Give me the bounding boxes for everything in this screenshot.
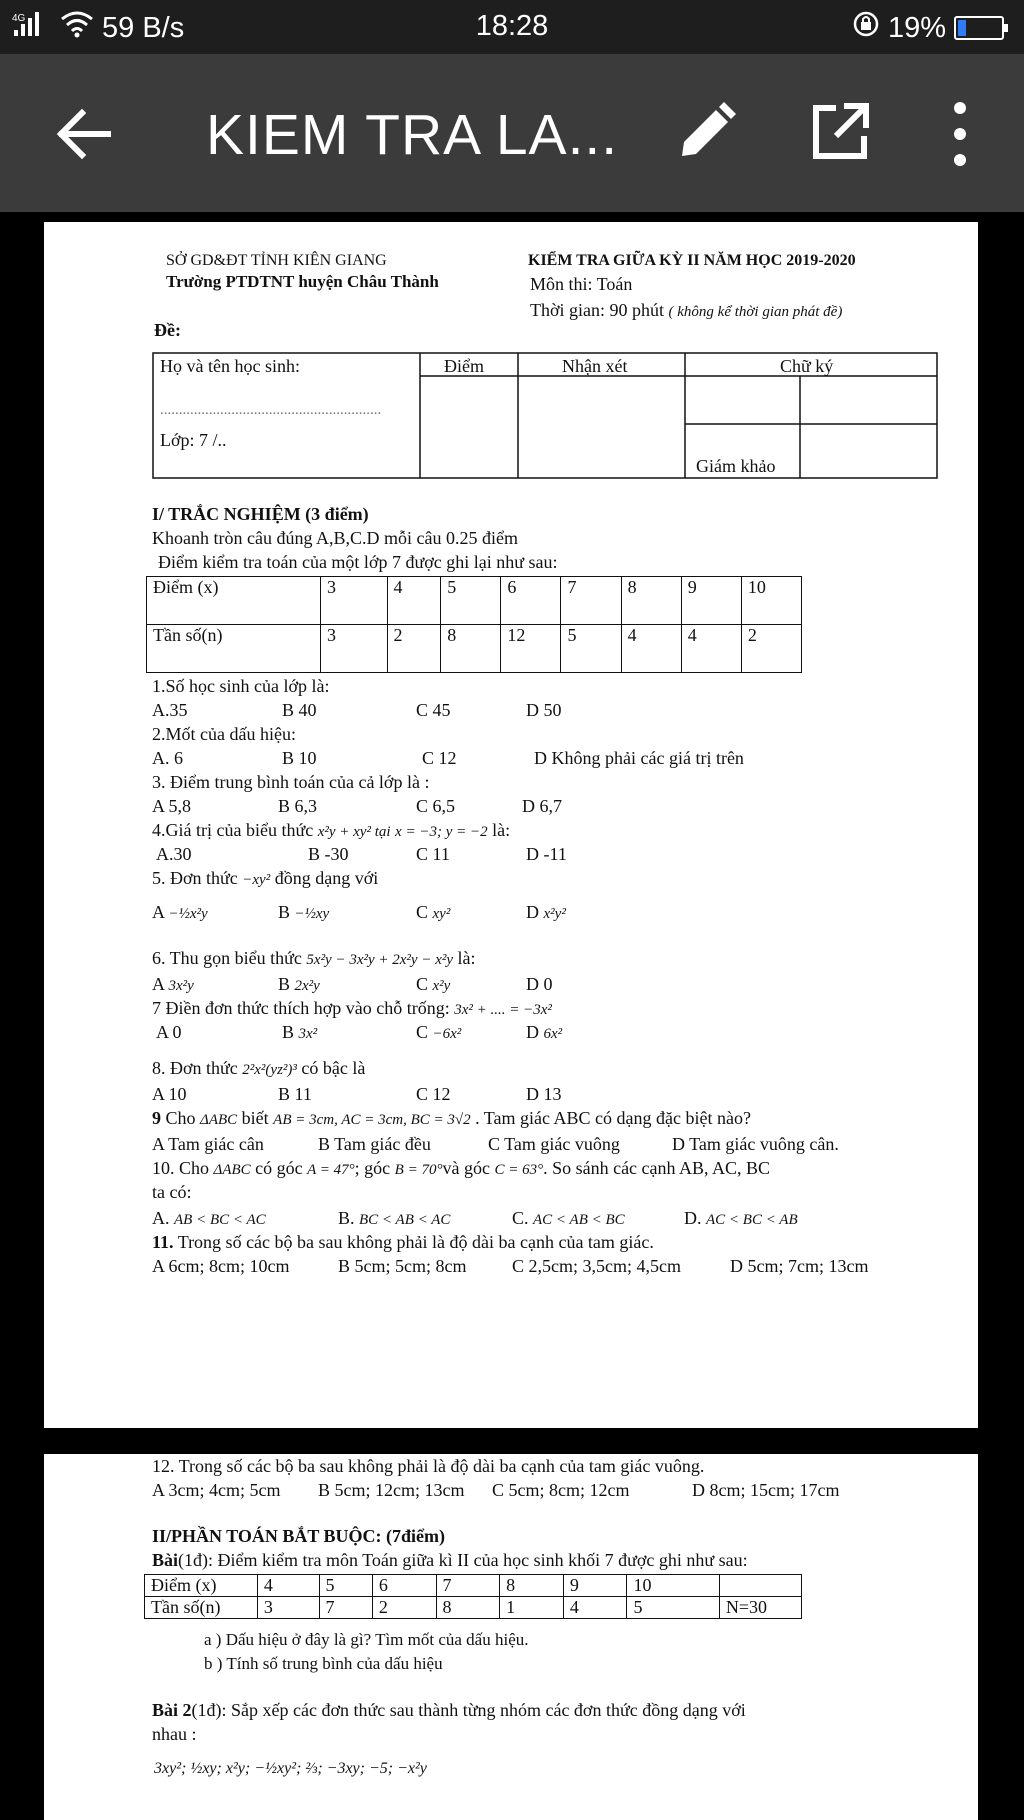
question-5-text: 5. Đơn thức <box>152 868 238 888</box>
option-c-math: −6x² <box>432 1026 462 1042</box>
frequency-table <box>146 576 802 673</box>
question-5-tail: đồng dạng với <box>274 868 379 888</box>
option-d-letter: D. <box>684 1208 702 1228</box>
option-b <box>278 974 320 995</box>
option-d: D 0 <box>526 974 553 994</box>
question-8 <box>152 1058 365 1079</box>
open-in-new-icon <box>806 98 874 166</box>
option-b-math: 2x²y <box>294 978 320 994</box>
arrow-left-icon <box>50 99 120 169</box>
question-9 <box>152 1108 751 1129</box>
pencil-icon <box>672 98 740 166</box>
question-4-tail: là: <box>492 820 511 840</box>
network-speed: 59 B/s <box>102 11 185 44</box>
bai-1-table <box>144 1574 802 1619</box>
option-c <box>416 902 450 923</box>
department: SỞ GD&ĐT TỈNH KIÊN GIANG <box>166 252 387 269</box>
option-d <box>526 902 566 923</box>
question-7-text: 7 Điền đơn thức thích hợp vào chỗ trống: <box>152 998 450 1018</box>
section1-instruction: Khoanh tròn câu đúng A,B,C.D mỗi câu 0.25 điểm <box>152 528 518 548</box>
student-name-dots: ........................................................... <box>160 402 382 418</box>
document-page-1 <box>44 222 978 1428</box>
table-cell <box>719 1575 801 1597</box>
bai-1-label: Bài <box>152 1550 179 1570</box>
table-cell: 4 <box>681 625 741 673</box>
table-cell: 12 <box>501 625 561 673</box>
section1-table-caption: Điểm kiểm tra toán của một lớp 7 được ghi lại như sau: <box>158 552 558 572</box>
exam-title: KIỂM TRA GIỮA KỲ II NĂM HỌC 2019-2020 <box>528 252 856 269</box>
option-b <box>278 902 329 923</box>
option-d: D 50 <box>526 700 562 720</box>
option-a-letter: A. <box>152 1208 170 1228</box>
question-9-text: Cho <box>165 1108 196 1128</box>
option-c-letter: C <box>416 902 429 922</box>
question-11-text: Trong số các bộ ba sau không phải là độ dài ba cạnh của tam giác. <box>177 1232 654 1252</box>
question-10-line-2: ta có: <box>152 1182 192 1202</box>
table-cell: 6 <box>372 1575 436 1597</box>
table-cell: 5 <box>319 1575 372 1597</box>
option-b: B 40 <box>282 700 317 720</box>
question-11-number: 11. <box>152 1232 174 1252</box>
option-b: B 5cm; 12cm; 13cm <box>318 1480 465 1500</box>
option-b <box>338 1208 450 1229</box>
status-bar <box>0 0 1024 54</box>
question-10-angle-c: C = 63° <box>494 1162 544 1178</box>
option-d <box>526 1022 562 1043</box>
option-a: A 5,8 <box>152 796 192 816</box>
status-right <box>852 10 1004 46</box>
option-b: B -30 <box>308 844 349 864</box>
option-a: A Tam giác cân <box>152 1134 264 1154</box>
edit-button[interactable] <box>672 98 740 166</box>
signature-header: Chữ ký <box>780 356 834 376</box>
table-cell: 4 <box>387 577 441 625</box>
bai-2-monomials: 3xy²; ½xy; x²y; −½xy²; ⅔; −3xy; −5; −x²y <box>154 1760 427 1777</box>
option-a: A 3cm; 4cm; 5cm <box>152 1480 281 1500</box>
table-cell: 8 <box>436 1597 500 1619</box>
option-c-letter: C <box>416 1022 429 1042</box>
table-cell: 4 <box>257 1575 319 1597</box>
option-c: C Tam giác vuông <box>488 1134 620 1154</box>
table-cell: 9 <box>563 1575 627 1597</box>
table-cell: 7 <box>436 1575 500 1597</box>
table-cell: 8 <box>500 1575 564 1597</box>
table-cell: 2 <box>741 625 801 673</box>
question-9-triangle: ΔABC <box>200 1112 238 1128</box>
question-6-text: 6. Thu gọn biểu thức <box>152 948 302 968</box>
bai-2-line-2: nhau : <box>152 1724 197 1744</box>
battery-fill <box>958 20 966 36</box>
option-d-math: x²y² <box>543 906 566 922</box>
table-cell: 2 <box>387 625 441 673</box>
option-a: A 6cm; 8cm; 10cm <box>152 1256 290 1276</box>
battery-icon <box>954 16 1004 40</box>
bai-1 <box>152 1550 748 1571</box>
question-11 <box>152 1232 654 1253</box>
de-label: Đề: <box>154 320 181 340</box>
option-a <box>152 974 194 995</box>
question-8-text: 8. Đơn thức <box>152 1058 238 1078</box>
table-cell: 5 <box>441 577 501 625</box>
battery-percent: 19% <box>887 11 946 44</box>
option-c <box>416 974 450 995</box>
duration <box>530 300 842 321</box>
network-type: 4G <box>12 13 26 24</box>
bai-2 <box>152 1700 746 1721</box>
question-3: 3. Điểm trung bình toán của cả lớp là : <box>152 772 430 792</box>
option-a-math: AB < BC < AC <box>174 1212 266 1228</box>
option-a <box>152 902 208 923</box>
question-4-condition: x = −3; y = −2 <box>395 824 488 840</box>
option-d-math: AC < BC < AB <box>706 1212 798 1228</box>
section2-title: II/PHẦN TOÁN BẮT BUỘC: (7điểm) <box>152 1526 446 1546</box>
option-d: D 13 <box>526 1084 562 1104</box>
examiner-label: Giám khảo <box>696 456 776 476</box>
option-b-math: −½xy <box>294 906 330 922</box>
question-4-text: 4.Giá trị của biểu thức <box>152 820 314 840</box>
app-bar <box>0 54 1024 212</box>
question-4-expression: x²y + xy² tại <box>317 824 391 840</box>
option-b <box>282 1022 317 1043</box>
option-a-math: 3x²y <box>168 978 194 994</box>
score-header: Điểm <box>444 356 484 376</box>
table-cell: 4 <box>563 1597 627 1619</box>
option-b-letter: B <box>282 1022 295 1042</box>
option-b: B 5cm; 5cm; 8cm <box>338 1256 467 1276</box>
question-7 <box>152 998 552 1019</box>
option-d: D Không phải các giá trị trên <box>534 748 744 768</box>
table-cell: Điểm (x) <box>147 577 321 625</box>
option-a: A.30 <box>156 844 192 864</box>
status-time: 18:28 <box>475 10 549 42</box>
question-8-expression: 2²x²(yz²)³ <box>242 1062 297 1078</box>
option-a-letter: A <box>152 974 165 994</box>
table-cell: 10 <box>741 577 801 625</box>
table-cell: 4 <box>621 625 681 673</box>
student-name-label: Họ và tên học sinh: <box>160 356 300 376</box>
question-8-tail: có bậc là <box>301 1058 366 1078</box>
option-c: C 45 <box>416 700 451 720</box>
option-b-letter: B <box>278 974 291 994</box>
bai-1-part-a: a ) Dấu hiệu ở đây là gì? Tìm mốt của dấu hiệu. <box>204 1630 529 1649</box>
more-vertical-icon <box>944 98 976 170</box>
table-cell: 5 <box>627 1597 719 1619</box>
open-external-button[interactable] <box>806 98 874 166</box>
bai-1-part-b: b ) Tính số trung bình của dấu hiệu <box>204 1654 443 1673</box>
question-10-text-c: ; góc <box>354 1158 391 1178</box>
option-d-letter: D <box>526 902 539 922</box>
option-a: A.35 <box>152 700 188 720</box>
table-cell: 2 <box>372 1597 436 1619</box>
table-cell: 3 <box>257 1597 319 1619</box>
question-10-angle-a: A = 47° <box>307 1162 355 1178</box>
class-label: Lớp: 7 /.. <box>160 430 227 450</box>
question-10-text-d: và góc <box>442 1158 490 1178</box>
option-d <box>684 1208 798 1229</box>
option-c-letter: C. <box>512 1208 529 1228</box>
option-c: C 12 <box>422 748 457 768</box>
question-10-text: 10. Cho <box>152 1158 210 1178</box>
document-title: KIEM TRA LA... <box>206 103 619 167</box>
option-c: C 11 <box>416 844 450 864</box>
more-options-button[interactable] <box>944 98 976 170</box>
option-c-letter: C <box>416 974 429 994</box>
option-a: A. 6 <box>152 748 183 768</box>
question-5 <box>152 868 378 889</box>
bai-1-text: (1đ): Điểm kiểm tra môn Toán giữa kì II của học sinh khối 7 được ghi như sau: <box>178 1550 748 1570</box>
question-6-expression: 5x²y − 3x²y + 2x²y − x²y <box>306 952 454 968</box>
rotation-lock-icon <box>852 10 880 46</box>
option-b-letter: B. <box>338 1208 355 1228</box>
option-d: D 8cm; 15cm; 17cm <box>692 1480 840 1500</box>
option-d: D 6,7 <box>522 796 562 816</box>
table-cell: Điểm (x) <box>145 1575 258 1597</box>
question-10-angle-b: B = 70° <box>394 1162 443 1178</box>
question-10-text-b: có góc <box>255 1158 303 1178</box>
question-10-triangle: ΔABC <box>213 1162 251 1178</box>
question-6 <box>152 948 476 969</box>
table-cell: 5 <box>561 625 621 673</box>
question-1: 1.Số học sinh của lớp là: <box>152 676 330 696</box>
option-b: B 10 <box>282 748 317 768</box>
option-b-letter: B <box>278 902 291 922</box>
question-7-expression: 3x² + .... = −3x² <box>454 1002 552 1018</box>
option-d-math: 6x² <box>543 1026 563 1042</box>
option-b-math: 3x² <box>298 1026 318 1042</box>
option-b: B 11 <box>278 1084 312 1104</box>
option-d: D -11 <box>526 844 567 864</box>
table-row <box>147 577 802 625</box>
option-b-math: BC < AB < AC <box>359 1212 451 1228</box>
question-5-expression: −xy² <box>242 872 271 888</box>
table-row <box>145 1575 802 1597</box>
table-cell: 3 <box>320 577 387 625</box>
bai-2-text: (1đ): Sắp xếp các đơn thức sau thành từng nhóm các đơn thức đồng dạng với <box>191 1700 746 1720</box>
option-b: B 6,3 <box>278 796 318 816</box>
table-cell: 6 <box>501 577 561 625</box>
table-cell: N=30 <box>719 1597 801 1619</box>
option-c: C 5cm; 8cm; 12cm <box>492 1480 630 1500</box>
question-9-expression: AB = 3cm, AC = 3cm, BC = 3√2 <box>273 1112 471 1128</box>
option-c <box>512 1208 625 1229</box>
table-cell: 8 <box>621 577 681 625</box>
comment-header: Nhận xét <box>562 356 628 376</box>
table-cell: 7 <box>319 1597 372 1619</box>
option-d: D Tam giác vuông cân. <box>672 1134 839 1154</box>
table-cell: Tần số(n) <box>147 625 321 673</box>
option-b: B Tam giác đều <box>318 1134 431 1154</box>
option-c: C 2,5cm; 3,5cm; 4,5cm <box>512 1256 681 1276</box>
table-cell: 10 <box>627 1575 719 1597</box>
question-4 <box>152 820 510 841</box>
table-row <box>145 1597 802 1619</box>
table-cell: 1 <box>500 1597 564 1619</box>
option-c-math: xy² <box>432 906 451 922</box>
subject: Môn thi: Toán <box>530 274 633 294</box>
option-a <box>152 1208 266 1229</box>
question-10 <box>152 1158 770 1179</box>
question-10-text-e: . So sánh các cạnh AB, AC, BC <box>543 1158 771 1178</box>
option-a: A 0 <box>156 1022 182 1042</box>
document-page-2 <box>44 1454 978 1820</box>
school-name: Trường PTDTNT huyện Châu Thành <box>166 272 439 291</box>
option-c-math: x²y <box>432 978 451 994</box>
bai-2-label: Bài 2 <box>152 1700 192 1720</box>
table-cell: 9 <box>681 577 741 625</box>
question-9-number: 9 <box>152 1108 161 1128</box>
question-2: 2.Mốt của dấu hiệu: <box>152 724 296 744</box>
table-cell: 3 <box>320 625 387 673</box>
option-a-math: −½x²y <box>168 906 208 922</box>
option-d-letter: D <box>526 1022 539 1042</box>
question-12: 12. Trong số các bộ ba sau không phải là độ dài ba cạnh của tam giác vuông. <box>152 1456 705 1476</box>
section1-title: I/ TRẮC NGHIỆM (3 điểm) <box>152 504 369 524</box>
back-button[interactable] <box>50 99 120 169</box>
option-a: A 10 <box>152 1084 187 1104</box>
table-cell: Tần số(n) <box>145 1597 258 1619</box>
question-9-mid: biết <box>241 1108 269 1128</box>
table-row <box>147 625 802 673</box>
option-c: C 12 <box>416 1084 451 1104</box>
duration-note: ( không kể thời gian phát đề) <box>668 304 843 320</box>
duration-text: Thời gian: 90 phút <box>530 300 665 320</box>
option-c: C 6,5 <box>416 796 456 816</box>
question-9-tail: . Tam giác ABC có dạng đặc biệt nào? <box>475 1108 751 1128</box>
option-d: D 5cm; 7cm; 13cm <box>730 1256 869 1276</box>
question-6-tail: là: <box>457 948 476 968</box>
option-c-math: AC < AB < BC <box>533 1212 625 1228</box>
table-cell: 8 <box>441 625 501 673</box>
table-cell: 7 <box>561 577 621 625</box>
option-c <box>416 1022 461 1043</box>
option-a-letter: A <box>152 902 165 922</box>
